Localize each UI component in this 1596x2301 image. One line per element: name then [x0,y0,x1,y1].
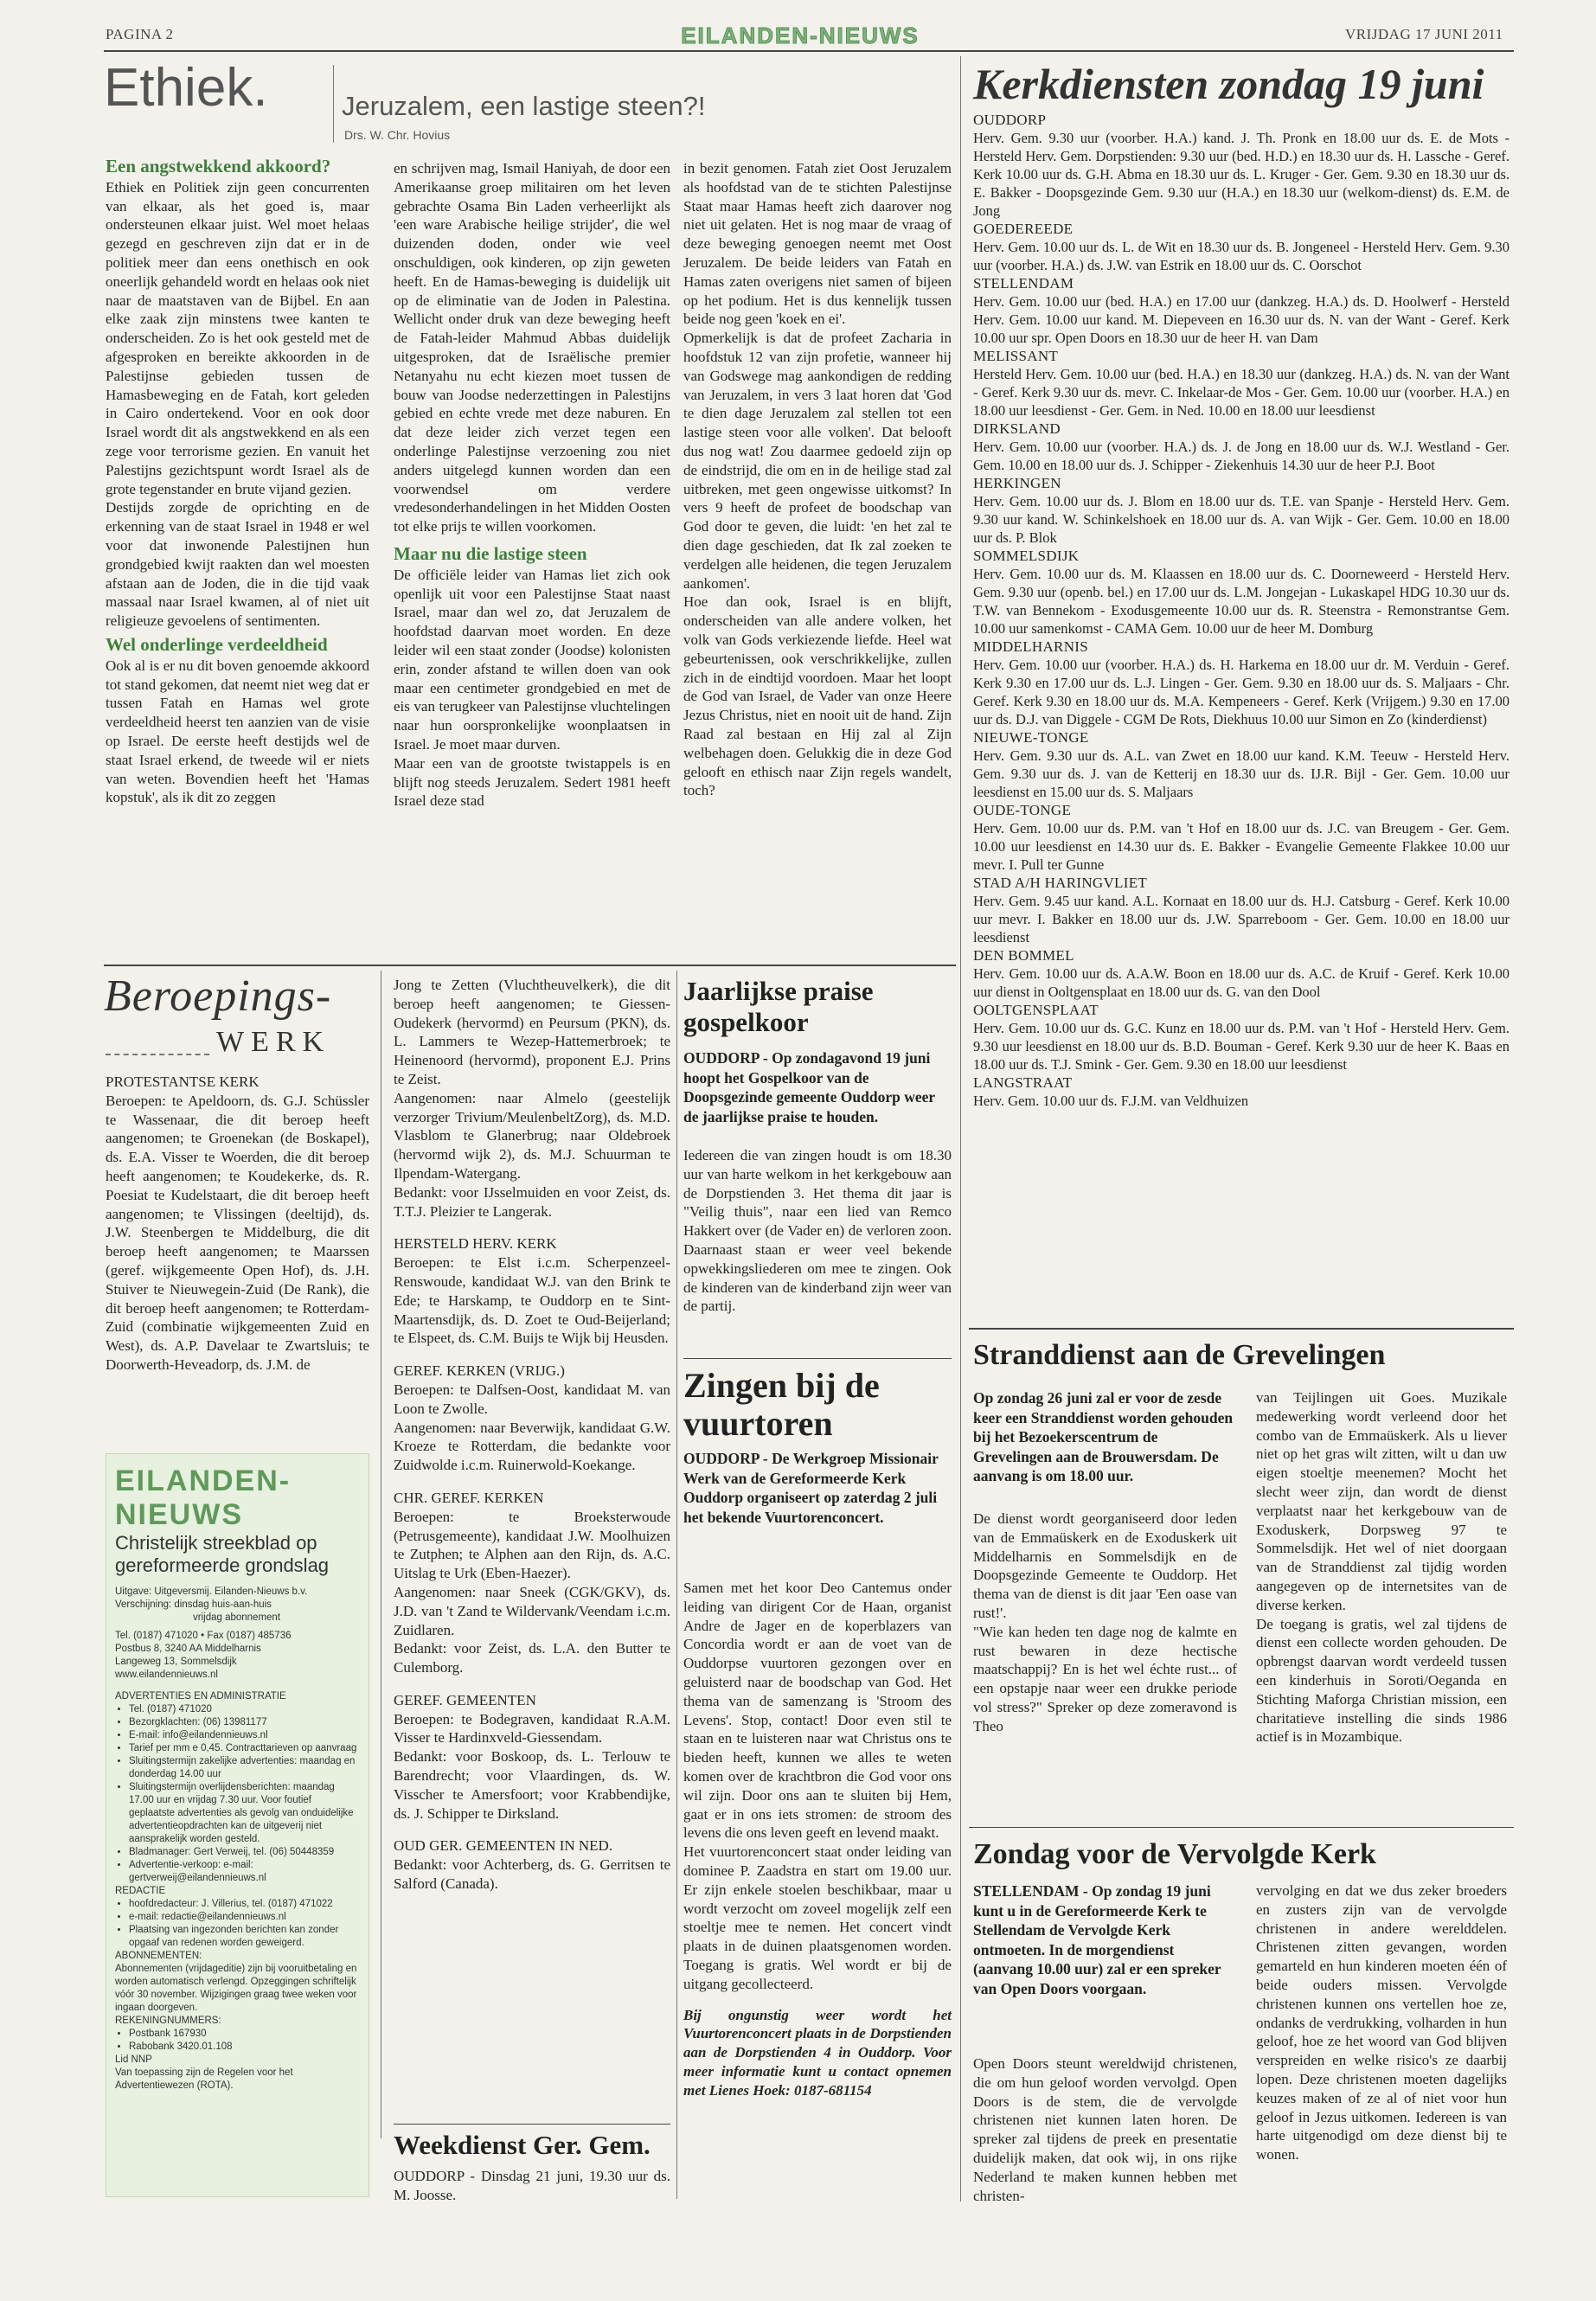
colofon-item: • Sluitingstermijn zakelijke advertenties: maandag en donderdag 14.00 uur [129,1755,360,1781]
colofon-heading: ABONNEMENTEN: [115,1951,202,1961]
kerkdienst-place: OOLTGENSPLAAT [973,1002,1099,1018]
kerkdienst-entry [973,874,1509,946]
colofon-adv-list [115,1703,360,1885]
kerkdienst-services: Herv. Gem. 10.00 uur ds. A.A.W. Boon en 18.00 uur ds. A.C. de Kruif - Geref. Kerk 10.00 uur dienst in Ooltgensplaat en 18.00 uur ds. G. van den Dool [973,965,1509,1000]
colofon-red-list [115,1898,360,1950]
ethiek-subheading: Wel onderlinge verdeeldheid [106,633,328,655]
kerkdienst-services: Herv. Gem. 10.00 uur (voorber. H.A.) ds. H. Harkema en 18.00 uur dr. M. Verduin - Geref. Kerk 9.30 en 17.00 uur ds. L.J. Lingen - Ger. Gem. 9.30 en 18.00 uur ds. S. Maljaars - Chr. Geref. Kerk 9.30 en 18.00 uur ds. M.A. Kempeneers - Geref. Kerk (Vrijgem.) 9.30 en 17.00 uur ds. D.J. van Diggele - CGM De Rots, Diekhuus 10.00 uur Simon en Zo (kinderdienst) [973,657,1509,727]
kerkdienst-entry [973,1074,1509,1110]
kerkdienst-services: Herv. Gem. 10.00 uur ds. M. Klaassen en 18.00 uur ds. C. Doorneweerd - Hersteld Herv. Gem. 9.30 uur (openb. bel.) en 17.00 uur ds. L.M. Jongejan - Lukaskapel HDG 10.30 uur ds. T.W. van Bennekom - Exodusgemeente 10.00 uur ds. R. Steenstra - Remonstrantse Gem. 10.00 uur samenkomst - CAMA Gem. 10.00 uur de heer M. Domburg [973,566,1509,637]
kerkdienst-place: MELISSANT [973,348,1059,364]
kerkdienst-place: NIEUWE-TONGE [973,729,1089,746]
kerkdienst-entry [973,420,1509,474]
weekdienst-text: OUDDORP - Dinsdag 21 juni, 19.30 uur ds. M. Joosse. [394,2168,670,2203]
kerkdienst-entry [973,638,1509,728]
kerkdiensten-title: Kerkdiensten zondag 19 juni [973,60,1484,108]
ethiek-column-3 [683,159,952,800]
vuurtoren-note: Bij ongunstig weer wordt het Vuurtorenconcert plaats in de Dorpstienden aan de Dorpstienden 4 in Ouddorp. Voor meer informatie kunt u contact opnemen met Lienes Hoek: 0187-681154 [683,2006,952,2099]
kerkdienst-services: Herv. Gem. 9.30 uur ds. A.L. van Zwet en 18.00 uur kand. K.M. Teeuw - Hersteld Herv. Gem. 9.30 uur ds. J. van de Ketterij en 18.30 uur ds. IJ.R. Bijl - Ger. Gem. 10.00 uur leesdienst en 15.00 uur ds. S. Maljaars [973,747,1509,800]
ethiek-paragraph: in bezit genomen. Fatah ziet Oost Jeruzalem als hoofdstad van de te stichten Palestijnse Staat maar Hamas heeft zich daarover nog niet uit gelaten. Het is nog maar de vraag of deze beweging genoegen neemt met Oost Jeruzalem. De beide leiders van Fatah en Hamas zaten overigens niet samen of bijeen op het podium. Het is dus kennelijk tussen beide nog geen 'koek en ei'. [683,160,952,328]
masthead-logo: EILANDEN-NIEUWS [681,22,920,48]
beroepings-dashes [106,1054,209,1055]
weekdienst-rule [394,2124,670,2125]
beroepings-text: Aangenomen: naar Almelo (geestelijk verzorger Trivium/MeulenbeltZorg), ds. M.D. Vlasblom te Glanerbrug; naar Oldebroek (hervormd wijk 2), ds. M.J. Schuurman te Ilpendam-Watergang. [394,1089,670,1182]
vervolgde-lead: STELLENDAM - Op zondag 19 juni kunt u in de Gereformeerde Kerk te Stellendam de Vervolgde Kerk ontmoeten. In de morgendienst (aanvang 10.00 uur) zal er een spreker van Open Doors voorgaan. [973,1882,1221,1997]
kerkdienst-entry [973,111,1509,220]
stranddienst-paragraph: "Wie kan heden ten dage nog de kalmte en rust bewaren in deze hectische maatschappij? En is het wel échte rust... of een opstapje naar weer een drukke periode vol stress?" Spreker op deze zomeravond is Theo [973,1623,1237,1734]
kerkdienst-entry [973,547,1509,638]
church-denomination: PROTESTANTSE KERK [106,1074,260,1090]
colofon-logo: EILANDEN-NIEUWS [115,1465,292,1531]
kerkdienst-entry [973,274,1509,347]
stranddienst-lead: Op zondag 26 juni zal er voor de zesde keer een Stranddienst worden gehouden bij het Bezoekerscentrum de Grevelingen aan de Brouwersdam. De aanvang is om 18.00 uur. [973,1389,1234,1484]
colofon-heading: REKENINGNUMMERS: [115,2016,221,2026]
kerkdienst-place: SOMMELSDIJK [973,548,1080,564]
colofon-line: Tel. (0187) 471020 • Fax (0187) 485736 [115,1631,292,1641]
ethiek-bottom-rule [104,965,956,966]
ethiek-paragraph: en schrijven mag, Ismail Haniyah, de door een Amerikaanse groep militairen om het leven gebrachte Osama Bin Laden verheerlijkt als 'een ware Arabische heilige strijder', die wel duizenden doden, onder wie veel onschuldigen, ook kinderen, op zijn geweten heeft. En de Hamas-beweging is duidelijk uit op de eliminatie van de Joden in Palestina. Wellicht onder druk van deze beweging heeft de Fatah-leider Mahmud Abbas duidelijk uitgesproken, dat de Israëlische premier Netanyahu nu echt kiezen moet tussen de bouw van Joodse nederzettingen in Palestijns gebied en echte vrede met deze naburen. En dat deze leider zich verzet tegen een onderlinge Palestijnse verzoening zou niet anders uitgelegd kunnen worden dan een voorwendsel om verdere vredesonderhandelingen in het Midden Oosten tot elke prijs te willen voorkomen. [394,160,670,535]
weekdienst-title: Weekdienst Ger. Gem. [394,2130,651,2160]
praise-title: Jaarlijkse praise gospelkoor [683,976,874,1037]
column-divider [960,56,961,2202]
kerkdienst-place: GOEDEREEDE [973,221,1074,237]
colofon-heading: REDACTIE [115,1886,166,1896]
stranddienst-column-1 [973,1509,1237,1736]
ethiek-paragraph: De officiële leider van Hamas liet zich ook openlijk uit voor een Palestijnse Staat naast Israel, maar dan wel zo, dat Jeruzalem de hoofdstad daarvan moet worden. En deze leider wil een staat zonder (Joodse) kolonisten erin, zonder afstand te willen doen van ook maar een centimeter grondgebied en met de eis van terugkeer van Palestijnse vluchtelingen naar hun oorspronkelijke woonplaatsen in Israel. Je moet maar durven. [394,566,670,753]
colofon-line: Uitgave: Uitgeversmij. Eilanden-Nieuws b.v. [115,1586,308,1597]
colofon-line: Postbus 8, 3240 AA Middelharnis [115,1644,261,1654]
beroepings-text: Beroepen: te Broeksterwoude (Petrusgemeente), kandidaat J.W. Moolhuizen te Zutphen; te Alphen aan den Rijn, ds. A.C. Uitslag te Urk (Eben-Haezer). [394,1508,670,1582]
kerkdienst-services: Herv. Gem. 10.00 uur (voorber. H.A.) ds. J. de Jong en 18.00 uur ds. W.J. Westland - Ger. Gem. 10.00 en 18.00 uur ds. J. Schipper - Ziekenhuis 14.30 uur de heer P.J. Boot [973,439,1509,473]
kerkdienst-entry [973,801,1509,874]
ethiek-subheading: Maar nu die lastige steen [394,542,587,564]
ethiek-paragraph: Maar een van de grootste twistappels is en blijft nog steeds Jeruzalem. Sedert 1981 heeft Israel deze stad [394,754,670,810]
beroepings-text: Bedankt: voor Zeist, ds. L.A. den Butter te Culemborg. [394,1640,670,1676]
stranddienst-paragraph: De dienst wordt georganiseerd door leden van de Emmaüskerk en de Exoduskerk uit Middelharnis en Sommelsdijk en de Doopsgezinde Gemeente te Ouddorp. Het thema van de dienst is dit jaar 'Een oase van rust!'. [973,1510,1237,1621]
beroepings-column-1 [106,1073,369,1375]
ethiek-article-title: Jeruzalem, een lastige steen?! [342,91,706,121]
ethiek-subheading: Een angstwekkend akkoord? [106,156,331,176]
colofon-item: • E-mail: info@eilandennieuws.nl [129,1729,360,1742]
kerkdienst-entry [973,220,1509,274]
colofon-box [106,1453,369,2197]
stranddienst-title: Stranddienst aan de Grevelingen [973,1339,1386,1371]
church-denomination: GEREF. GEMEENTEN [394,1691,536,1708]
ethiek-column-1 [106,154,369,807]
kerkdienst-entry [973,946,1509,1001]
colofon-item: • Sluitingstermijn overlijdensberichten: maandag 17.00 uur en vrijdag 7.30 uur. Voor foutief geplaatste advertenties als gevolg van onduidelijke advertentieopdrachten kan de uitgeverij niet aansprakelijk worden gesteld. [129,1781,360,1846]
ethiek-column-2 [394,159,670,811]
colofon-item: • Rabobank 3420.01.108 [129,2041,360,2054]
beroepings-text: Bedankt: voor IJsselmuiden en voor Zeist, ds. T.T.J. Pleizier te Langerak. [394,1183,670,1220]
vuurtoren-paragraph: Samen met het koor Deo Cantemus onder leiding van dirigent Cor de Haan, organist Andre de Jager en de koperblazers van Concordia wordt er aan de voet van de Ouddorpse vuurtoren gezongen over en geluisterd naar de boodschap van God. Het thema van de samenzang is 'Stroom des Levens'. Stop, contact! Door even stil te staan en te luisteren naar wat Christus ons te bieden heeft, kunnen we alles te weten komen over de krachtbron die God voor ons wil zijn. Door ons aan te sluiten bij Hem, gaat er in ons iets stromen: de stroom des levens die ons leven geeft en levend maakt. [683,1580,952,1842]
kerkdiensten-bottom-rule [969,1328,1514,1330]
beroepings-text: Bedankt: voor Boskoop, ds. L. Terlouw te Barendrecht; voor Vlaardingen, ds. W. Visscher te Amersfoort; voor Krabbendijke, ds. J. Schipper te Dirksland. [394,1748,670,1822]
ethiek-paragraph: Ook al is er nu dit boven genoemde akkoord tot stand gekomen, dat neemt niet weg dat er tussen Fatah en Hamas wel grote verdeeldheid heerst ten aanzien van de visie op Israel. De eerste heeft destijds wel de staat Israel erkend, de tweede wil er niets van weten. Bovendien heeft het 'Hamas kopstuk', als ik dit zo zeggen [106,657,369,806]
header-rule [104,50,1514,52]
ethiek-paragraph: Destijds zorgde de oprichting en de erkenning van de staat Israel in 1948 er wel voor dat inwonende Palestijnen hun grondgebied kwijt raakten dan wel moesten afstaan aan de Joden, die in die tijd vaak massaal naar Israel kwamen, al of niet uit religieuze gevoelens of sentimenten. [106,499,369,630]
vervolgde-title: Zondag voor de Vervolgde Kerk [973,1838,1376,1870]
ethiek-paragraph: Opmerkelijk is dat de profeet Zacharia in hoofdstuk 12 van zijn profetie, wanneer hij van Godswege mag aankondigen de redding van Jeruzalem, in vers 3 laat horen dat 'God te dien dage Jeruzalem zal stellen tot een lastige steen voor alle volken'. Dat belooft dus nog wat! Zou daarmee gedoeld zijn op de eindstrijd, die om en in de heilige stad zal uitbreken, met geen ongewisse uitkomst? In vers 9 heeft de profeet de boodschap van God door te geven, die luidt: 'en het zal te dien dage geschieden, dat Ik zal zoeken te verdelgen alle heidenen, die tegen Jeruzalem aankomen'. [683,330,952,592]
beroepings-text: Aangenomen: naar Beverwijk, kandidaat G.W. Kroeze te Rotterdam, die bedankte voor Zuidwolde i.c.m. Ruinerwold-Koekange. [394,1419,670,1474]
kerkdienst-place: STELLENDAM [973,275,1074,292]
beroepings-text: Beroepen: te Bodegraven, kandidaat R.A.M. Visser te Hardinxveld-Giessendam. [394,1710,670,1747]
stranddienst-column-2 [1256,1388,1507,1747]
colofon-item: • hoofdredacteur: J. Villerius, tel. (0187) 471022 [129,1898,360,1911]
colofon-line: Verschijning: dinsdag huis-aan-huis [115,1599,272,1610]
colofon-item: • Tel. (0187) 471020 [129,1703,360,1716]
column-divider [676,971,677,2199]
colofon-item: • e-mail: redactie@eilandennieuws.nl [129,1911,360,1924]
kerkdiensten-list [973,111,1509,1110]
praise-lead: OUDDORP - Op zondagavond 19 juni hoopt het Gospelkoor van de Doopsgezinde gemeente Ouddorp weer de jaarlijkse praise te houden. [683,1049,935,1125]
vuurtoren-text [683,1579,952,2100]
colofon-line: Langeweg 13, Sommelsdijk [115,1657,237,1667]
vervolgde-column-2: vervolging en dat we dus zeker broeders en zusters zijn van de vervolgde christenen in andere werelddelen. Christenen zitten gevangen, worden gemarteld en hun kinderen moeten één of beide ouders missen. Vervolgde christenen kunnen ons vertellen hoe ze, ondanks de verdrukking, volharden in hun geloof, hoe ze het woord van God blijven verspreiden en welke risico's ze daarbij lopen. Deze christenen moeten dagelijks keuzes maken of ze al of niet voor hun geloof in Jezus uitkomen. Iedereen is van harte uitgenodigd om deze dienst bij te wonen. [1256,1882,1507,2163]
vuurtoren-paragraph: Het vuurtorenconcert staat onder leiding van dominee P. Zaadstra en start om 19.00 uur. Er zijn enkele stoelen beschikbaar, maar u wordt verzocht om zoveel mogelijk zelf een stoeltje mee te nemen. Het concert vindt plaats in de duinen plaatsgenomen worden. Toegang is gratis. Wel wordt er bij de uitgang gecollecteerd. [683,1843,952,1992]
colofon-item: • Plaatsing van ingezonden berichten kan zonder opgaaf van redenen worden geweigerd. [129,1924,360,1950]
colofon-heading: ADVERTENTIES EN ADMINISTRATIE [115,1691,286,1702]
church-denomination: OUD GER. GEMEENTEN IN NED. [394,1837,613,1855]
vuurtoren-title: Zingen bij de vuurtoren [683,1366,880,1443]
ethiek-paragraph: Hoe dan ook, Israel is en blijft, onderscheiden van alle andere volken, het volk van Gods verkiezende liefde. Heel wat gebeurtenissen, ook verschrikkelijke, zullen zich in de eindtijd voordoen. Maar het loopt de God van Israel, de Vader van onze Heere Jezus Christus, niet en nooit uit de hand. Zijn Raad zal bestaan en Hij zal al Zijn welbehagen doen. Gelukkig die in deze God gelooft en ethisch naar Zijn regels wandelt, toch? [683,593,952,799]
colofon-item: • Tarief per mm e 0,45. Contracttarieven op aanvraag [129,1742,360,1755]
kerkdienst-services: Herv. Gem. 10.00 uur ds. G.C. Kunz en 18.00 uur ds. P.M. van 't Hof - Hersteld Herv. Gem. 9.30 uur leesdienst en 18.00 uur ds. B.D. Bouman - Geref. Kerk 9.30 uur de heer K. Baas en 18.00 uur ds. T.J. Smink - Ger. Gem. 9.30 en 18.00 uur leesdienst [973,1020,1509,1073]
kerkdienst-place: HERKINGEN [973,475,1061,491]
kerkdienst-place: MIDDELHARNIS [973,638,1088,655]
beroepings-text: Jong te Zetten (Vluchtheuvelkerk), die dit beroep heeft aangenomen; te Giessen-Oudekerk (hervormd) en Peursum (PKN), ds. L. Lammers te Wezep-Hattemerbroek; te Heinenoord (hervormd), proponent E.J. Prins te Zeist. [394,977,670,1087]
kerkdienst-services: Herv. Gem. 10.00 uur ds. J. Blom en 18.00 uur ds. T.E. van Spanje - Hersteld Herv. Gem. 9.30 uur kand. W. Schinkelshoek en 18.00 uur ds. A. van Wijk - Ger. Gem. 10.00 en 18.00 uur ds. P. Blok [973,493,1509,546]
church-denomination: CHR. GEREF. KERKEN [394,1489,544,1506]
beroepings-title-werk: WERK [216,1026,331,1058]
kerkdienst-place: OUDDORP [973,112,1047,128]
kerkdienst-entry [973,728,1509,801]
kerkdienst-services: Herv. Gem. 10.00 uur ds. F.J.M. van Veldhuizen [973,1093,1249,1109]
beroepings-text: Beroepen: te Apeldoorn, ds. G.J. Schüssler te Wassenaar, die dit beroep heeft aangenomen; te Groenekan (de Boskapel), ds. E.A. Visser te Woerden, die dit beroep heeft aangenomen; te Koudekerke, ds. R. Poesiat te Kudelstaart, die dit beroep heeft aangenomen; te Vlissingen (deeltijd), ds. J.W. Steenbergen te Middelburg, die dit beroep heeft aangenomen; te Maarssen (geref. wijkgemeente Open Hof), ds. J.H. Stuiver te Nieuwegein-Zuid (De Rank), die dit beroep heeft aangenomen; te Rotterdam-Zuid (combinatie wijkgemeenten Zuid en West), ds. A.P. Davelaar te Zwartsluis; te Doorwerth-Heveadorp, ds. J.M. de [106,1092,369,1373]
section-ethiek-label: Ethiek. [104,58,268,118]
ethiek-paragraph: Ethiek en Politiek zijn geen concurrenten van elkaar, als het goed is, maar ondersteunen elkaar juist. Wel moet helaas gezegd en geschreven zijn dat er in de politiek meer dan eens onethisch en ook oneerlijk gehandeld wordt en helaas ook niet naar de maatstaven van de Bijbel. En aan elke zaak zijn minstens twee kanten te onderscheiden. Zo is het ook gesteld met de afgesproken en bereikte akkoorden in de Palestijnse gebieden tussen de Hamasbeweging en de Fatah, kort geleden in Cairo ondertekend. Voor en ook door Israel wordt dit als angstwekkend en als een zege voor terrorisme gezien. En vanuit het Palestijns gezichtspunt wordt Israel als de grote tegenstander en brute vijand gezien. [106,178,369,497]
kerkdienst-place: STAD A/H HARINGVLIET [973,875,1148,891]
vervolgde-rule [969,1827,1514,1828]
ethiek-author: Drs. W. Chr. Hovius [344,128,451,142]
colofon-line: vrijdag abonnement [193,1612,281,1623]
colofon-item: • Bezorgklachten: (06) 13981177 [129,1716,360,1729]
beroepings-text: Beroepen: te Elst i.c.m. Scherpenzeel-Renswoude, kandidaat W.J. van den Brink te Ede; te Harskamp, te Ouddorp en te Sint-Maartensdijk, ds. D. Zoet te Oud-Beijerland; te Elspeet, ds. C.M. Buijs te Wijk bij Heusden. [394,1254,670,1347]
kerkdienst-place: OUDE-TONGE [973,802,1072,818]
beroepings-text: Bedankt: voor Achterberg, ds. G. Gerritsen te Salford (Canada). [394,1856,670,1893]
kerkdienst-place: LANGSTRAAT [973,1074,1073,1091]
ethiek-divider [333,65,334,143]
kerkdienst-services: Herv. Gem. 9.45 uur kand. A.L. Kornaat en 18.00 uur ds. H.J. Catsburg - Geref. Kerk 10.00 uur mevr. I. Bakker en 18.00 uur ds. J.W. Sparreboom - Ger. Gem. 10.00 en 18.00 uur leesdienst [973,893,1509,945]
vuurtoren-lead: OUDDORP - De Werkgroep Missionair Werk van de Gereformeerde Kerk Ouddorp organiseert op zaterdag 2 juli het bekende Vuurtorenconcert. [683,1450,939,1526]
kerkdienst-services: Hersteld Herv. Gem. 10.00 uur (bed. H.A.) en 18.30 uur (dankzeg. H.A.) ds. N. van der Want - Geref. Kerk 9.30 uur ds. mevr. C. Inkelaar-de Mos - Ger. Gem. 10.00 uur (voorber. H.A.) en 18.00 uur leesdienst - Ger. Gem. in Ned. 10.00 en 18.00 uur leesdienst [973,366,1509,419]
colofon-item: • Postbank 167930 [129,2028,360,2041]
kerkdienst-entry [973,347,1509,420]
colofon-item: • Advertentie-verkoop: e-mail: gertverweij@eilandennieuws.nl [129,1859,360,1885]
kerkdienst-entry [973,474,1509,547]
kerkdienst-services: Herv. Gem. 10.00 uur ds. L. de Wit en 18.30 uur ds. B. Jongeneel - Hersteld Herv. Gem. 9.30 uur (voorber. H.A.) ds. J.W. van Estrik en 18.00 uur ds. C. Oorschot [973,239,1509,273]
kerkdienst-services: Herv. Gem. 10.00 uur (bed. H.A.) en 17.00 uur (dankzeg. H.A.) ds. D. Hoolwerf - Hersteld Herv. Gem. 10.00 uur kand. M. Diepeveen en 16.30 uur ds. N. van der Want - Geref. Kerk 10.00 uur spr. Open Doors en 18.30 uur de heer H. van Dam [973,293,1509,346]
church-denomination: HERSTELD HERV. KERK [394,1235,557,1253]
church-denomination: GEREF. KERKEN (VRIJG.) [394,1362,565,1380]
kerkdienst-entry [973,1001,1509,1074]
beroepings-text: Aangenomen: naar Sneek (CGK/GKV), ds. J.D. van 't Zand te Wildervank/Veendam i.c.m. Zuidlaren. [394,1583,670,1638]
stranddienst-paragraph: De toegang is gratis, wel zal tijdens de dienst een collecte worden gehouden. De opbrengst daarvan wordt verdeeld tussen een kinderhuis in Soroti/Oeganda en Stichting Maforga Christian mission, een charitatieve instelling die sinds 1986 actief is in Mozambique. [1256,1615,1507,1746]
colofon-item: • Bladmanager: Gert Verweij, tel. (06) 50448359 [129,1846,360,1859]
vervolgde-column-1: Open Doors steunt wereldwijd christenen, die om hun geloof worden vervolgd. Open Doors is de stem, die de vervolgde christenen niet kunnen laten horen. De spreker zal tijdens de preek en presentatie duidelijk maken, dat ook wij, in ons rijke Nederland te maken kunnen hebben met christen- [973,2055,1237,2204]
page-date: VRIJDAG 17 JUNI 2011 [1345,26,1503,42]
kerkdienst-services: Herv. Gem. 9.30 uur (voorber. H.A.) kand. J. Th. Pronk en 18.00 uur ds. E. de Mots - Hersteld Herv. Gem. Dorpstienden: 9.30 uur (bed. H.D.) en 18.30 uur ds. H. Lassche - Geref. Kerk 10.00 uur ds. G.H. Abma en 18.30 uur ds. L. Kruger - Ger. Gem. 9.30 en 18.30 uur ds. E. Bakker - Doopsgezinde Gem. 9.30 uur (H.A.) en 18.30 uur (welkom-dienst) ds. E.M. de Jong [973,130,1509,219]
colofon-nnp: Lid NNP [115,2054,152,2065]
colofon-rek-list [115,2028,360,2054]
colofon-tagline: Christelijk streekblad op gereformeerde grondslag [115,1532,330,1576]
colofon-footer: Van toepassing zijn de Regelen voor het Advertentiewezen (ROTA). [115,2067,293,2091]
beroepings-column-2 [394,976,670,1894]
beroepings-text: Beroepen: te Dalfsen-Oost, kandidaat M. van Loon te Zwolle. [394,1381,670,1417]
colofon-line: www.eilandennieuws.nl [115,1670,218,1680]
page-label: PAGINA 2 [106,26,174,42]
praise-text: Iedereen die van zingen houdt is om 18.30 uur van harte welkom in het kerkgebouw aan de Dorpstienden 3. Het thema dit jaar is "Veilig thuis", naar een lied van Remco Hakkert over (de Vader en) de verloren zoon. Daarnaast staan er weer veel bekende opwekkingsliederen om mee te zingen. Ook de kinderen van de kinderband zijn weer van de partij. [683,1147,952,1315]
colofon-abo: Abonnementen (vrijdageditie) zijn bij vooruitbetaling en worden automatisch verlengd. Opzeggingen schriftelijk vóór 30 november. Wijzigingen graag twee weken voor ingaan doorgeven. [115,1964,357,2013]
vuurtoren-rule [683,1358,952,1359]
beroepings-title: Beroepings- [104,971,332,1021]
kerkdienst-services: Herv. Gem. 10.00 uur ds. P.M. van 't Hof en 18.00 uur ds. J.C. van Breugem - Ger. Gem. 10.00 uur leesdienst en 14.30 uur ds. E. Bakker - Evangelie Gemeente Flakkee 10.00 uur mevr. I. Pull ter Gunne [973,820,1509,873]
kerkdienst-place: DIRKSLAND [973,420,1061,437]
kerkdienst-place: DEN BOMMEL [973,947,1074,964]
stranddienst-paragraph: van Teijlingen uit Goes. Muzikale medewerking wordt verleend door het combo van de Emmaüskerk. Als u liever niet op het gras wilt zitten, wilt u dan uw eigen stoeltje meenemen? Mocht het slecht weer zijn, dan wordt de dienst verplaatst naar het kerkgebouw van de Exoduskerk, Dorpsweg 97 te Sommelsdijk. Het wel of niet doorgaan van de Stranddienst zal tijdig worden aangegeven op de internetsites van de diverse kerken. [1256,1389,1507,1613]
